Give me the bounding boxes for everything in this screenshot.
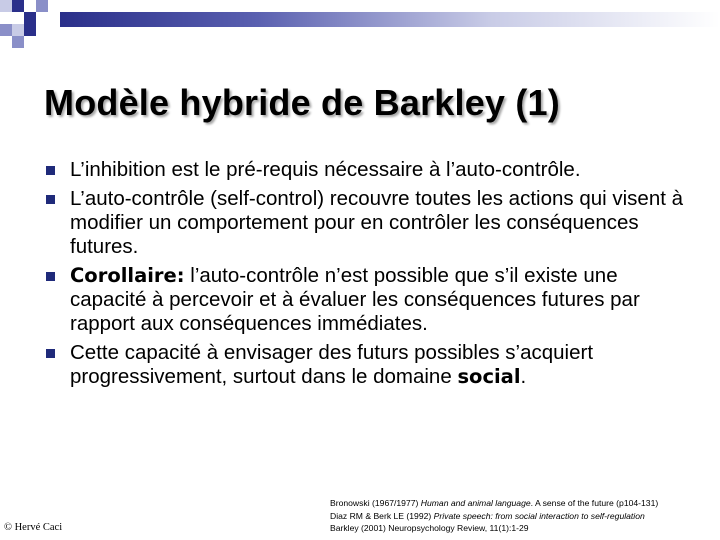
bullet-end: . [520,365,527,388]
reference-line [330,510,720,523]
bullet-item [44,264,694,336]
bullet-square-icon [46,195,55,204]
deco-square [12,36,24,48]
reference-line [330,497,720,510]
bullet-item [44,187,694,259]
bullet-bold-prefix: Corollaire: [70,264,185,287]
bullet-square-icon [46,349,55,358]
bullet-text: Cette capacité à envisager des futurs possibles s’acquiert progressivement, surtout dans le domaine [70,341,594,388]
ref-text: . A sense of the future (p104-131) [530,498,659,508]
bullet-item [44,341,694,389]
deco-square [12,0,24,12]
ref-text: Barkley (2001) Neuropsychology Review, 11(1):1-29 [330,523,529,533]
gradient-bar [60,12,720,27]
ref-italic: Human and animal language [420,498,531,508]
bullet-square-icon [46,166,55,175]
bullet-item [44,158,694,182]
deco-square [24,24,36,36]
deco-square [24,12,36,24]
references [330,497,720,535]
reference-line [330,522,720,535]
bullet-bold-suffix: social [457,365,521,388]
bullet-text: L’inhibition est le pré-requis nécessaire à l’auto-contrôle. [70,158,581,181]
bullet-square-icon [46,272,55,281]
deco-square [0,24,12,36]
deco-square [12,24,24,36]
bullet-list [44,158,694,394]
ref-italic: Private speech: from social interaction to self-regulation [433,510,645,521]
bullet-text: l’auto-contrôle n’est possible que s’il existe une capacité à percevoir et à évaluer les conséquences futures par rapport aux conséquences immédiates. [70,264,640,335]
deco-square [36,0,48,12]
ref-text: Diaz RM & Berk LE (1992) [330,510,434,521]
bullet-text: L’auto-contrôle (self-control) recouvre toutes les actions qui visent à modifier un comportement pour en contrôler les conséquences futures. [70,187,684,258]
decorative-header [0,0,720,46]
ref-text: Bronowski (1967/1977) [330,498,421,508]
copyright: © Hervé Caci [4,522,63,533]
deco-square [0,0,12,12]
slide-title: Modèle hybride de Barkley (1) [44,82,560,123]
